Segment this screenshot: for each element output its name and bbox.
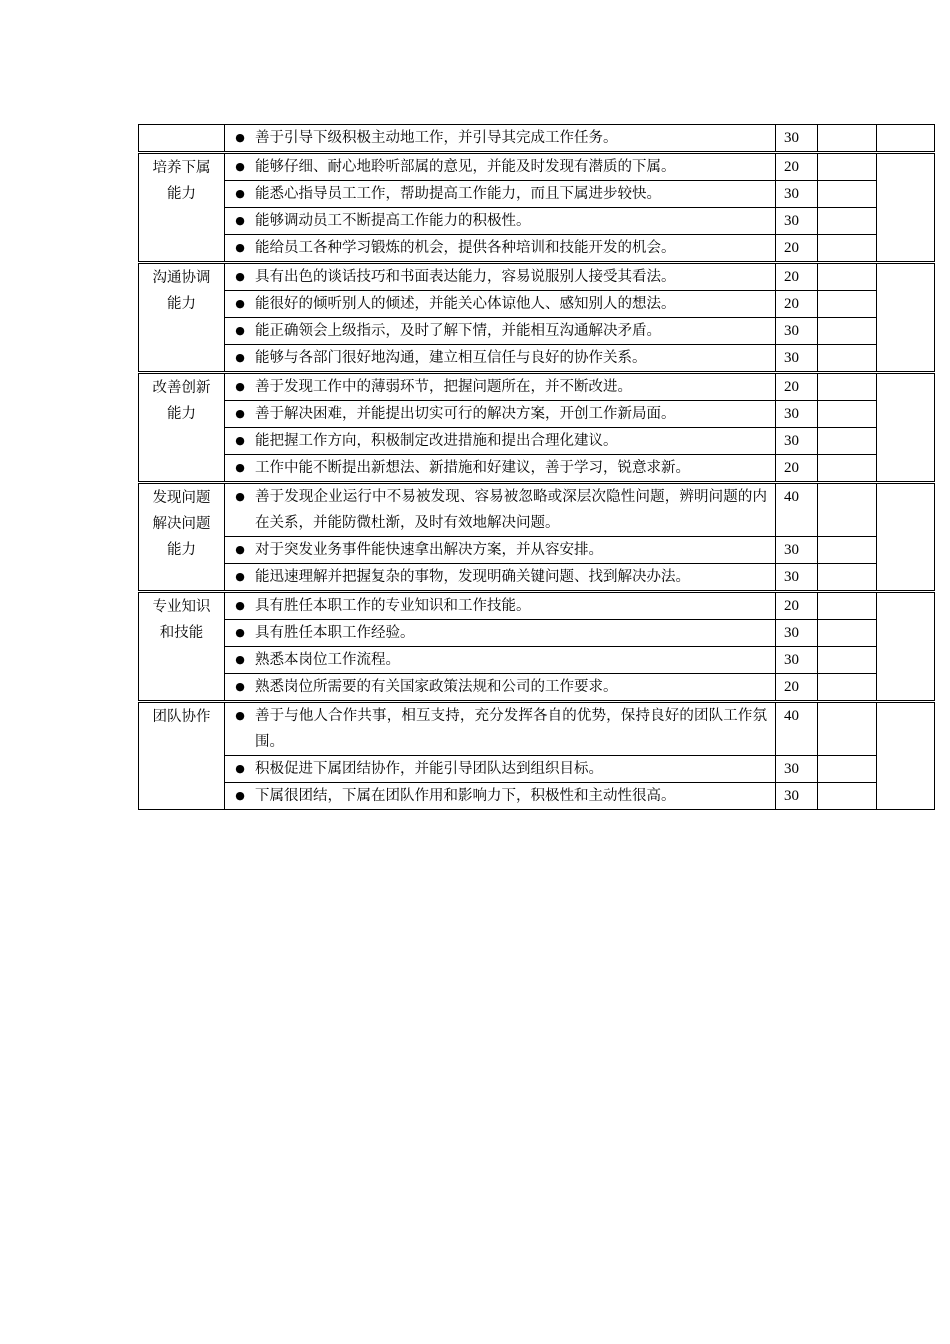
self-evaluation-cell: [818, 756, 877, 783]
criterion-cell: [225, 291, 776, 318]
evaluation-sheet: [138, 124, 934, 810]
group-evaluation-cell: [877, 592, 935, 702]
criterion-text: 善于解决困难，并能提出切实可行的解决方案，开创工作新局面。: [255, 406, 676, 422]
table-row: [139, 318, 935, 345]
category-cell: [139, 702, 225, 810]
category-cell: [139, 373, 225, 483]
bullet-icon: ●: [235, 380, 245, 393]
table-row: [139, 783, 935, 810]
score-cell: 30: [776, 125, 818, 153]
group-evaluation-cell: [877, 153, 935, 263]
self-evaluation-cell: [818, 483, 877, 537]
table-row: [139, 373, 935, 401]
bullet-icon: ●: [235, 131, 245, 144]
category-label: 能力: [167, 542, 196, 558]
criterion-cell: [225, 181, 776, 208]
table-row: [139, 263, 935, 291]
bullet-icon: ●: [235, 709, 245, 722]
evaluation-table: [138, 124, 935, 810]
table-row: [139, 291, 935, 318]
table-row: [139, 702, 935, 756]
criterion-text: 能够调动员工不断提高工作能力的积极性。: [255, 213, 531, 229]
bullet-icon: ●: [235, 297, 245, 310]
criterion-text: 能把握工作方向，积极制定改进措施和提出合理化建议。: [255, 433, 618, 449]
criterion-text: 具有出色的谈话技巧和书面表达能力，容易说服别人接受其看法。: [255, 269, 676, 285]
score-cell: 20: [776, 592, 818, 620]
criterion-text: 能给员工各种学习锻炼的机会，提供各种培训和技能开发的机会。: [255, 240, 676, 256]
criterion-cell: [225, 783, 776, 810]
criterion-cell: [225, 428, 776, 455]
criterion-text: 熟悉本岗位工作流程。: [255, 652, 400, 668]
table-row: [139, 208, 935, 235]
criterion-text: 善于发现工作中的薄弱环节，把握问题所在，并不断改进。: [255, 379, 632, 395]
category-cell: [139, 592, 225, 702]
category-label: 能力: [167, 406, 196, 422]
bullet-icon: ●: [235, 680, 245, 693]
group-evaluation-cell: [877, 125, 935, 153]
bullet-icon: ●: [235, 434, 245, 447]
self-evaluation-cell: [818, 208, 877, 235]
category-label: 能力: [167, 186, 196, 202]
bullet-icon: ●: [235, 599, 245, 612]
criterion-cell: [225, 263, 776, 291]
self-evaluation-cell: [818, 345, 877, 373]
bullet-icon: ●: [235, 324, 245, 337]
group-evaluation-cell: [877, 483, 935, 592]
table-row: [139, 235, 935, 263]
self-evaluation-cell: [818, 674, 877, 702]
score-cell: 20: [776, 153, 818, 181]
self-evaluation-cell: [818, 181, 877, 208]
category-cell: [139, 263, 225, 373]
category-label: 解决问题: [152, 516, 211, 532]
criterion-cell: [225, 483, 776, 537]
bullet-icon: ●: [235, 160, 245, 173]
self-evaluation-cell: [818, 125, 877, 153]
self-evaluation-cell: [818, 783, 877, 810]
table-row: [139, 483, 935, 537]
score-cell: 40: [776, 483, 818, 537]
score-cell: 30: [776, 428, 818, 455]
criterion-cell: [225, 620, 776, 647]
criterion-cell: [225, 564, 776, 592]
category-label: 专业知识: [152, 599, 211, 615]
table-row: [139, 756, 935, 783]
bullet-icon: ●: [235, 351, 245, 364]
bullet-icon: ●: [235, 570, 245, 583]
table-row: [139, 181, 935, 208]
self-evaluation-cell: [818, 263, 877, 291]
evaluation-table-body: [139, 125, 935, 810]
bullet-icon: ●: [235, 270, 245, 283]
criterion-text: 善于发现企业运行中不易被发现、容易被忽略或深层次隐性问题，辨明问题的内在关系，并能防微杜渐，及时有效地解决问题。: [255, 489, 767, 531]
criterion-cell: [225, 537, 776, 564]
category-cell: [139, 153, 225, 263]
bullet-icon: ●: [235, 407, 245, 420]
table-row: [139, 428, 935, 455]
criterion-text: 能很好的倾听别人的倾述，并能关心体谅他人、感知别人的想法。: [255, 296, 676, 312]
criterion-text: 能够与各部门很好地沟通，建立相互信任与良好的协作关系。: [255, 350, 647, 366]
criterion-text: 工作中能不断提出新想法、新措施和好建议，善于学习，锐意求新。: [255, 460, 690, 476]
self-evaluation-cell: [818, 318, 877, 345]
bullet-icon: ●: [235, 626, 245, 639]
self-evaluation-cell: [818, 620, 877, 647]
self-evaluation-cell: [818, 592, 877, 620]
category-cell: [139, 125, 225, 153]
criterion-cell: [225, 592, 776, 620]
bullet-icon: ●: [235, 789, 245, 802]
criterion-cell: [225, 318, 776, 345]
criterion-cell: [225, 125, 776, 153]
score-cell: 30: [776, 783, 818, 810]
score-cell: 20: [776, 674, 818, 702]
category-label: 培养下属: [152, 160, 211, 176]
group-evaluation-cell: [877, 263, 935, 373]
score-cell: 30: [776, 401, 818, 428]
criterion-text: 能正确领会上级指示，及时了解下情，并能相互沟通解决矛盾。: [255, 323, 661, 339]
criterion-cell: [225, 455, 776, 483]
score-cell: 20: [776, 455, 818, 483]
score-cell: 20: [776, 291, 818, 318]
category-label: 沟通协调: [152, 270, 211, 286]
criterion-cell: [225, 702, 776, 756]
self-evaluation-cell: [818, 401, 877, 428]
category-label: 团队协作: [152, 709, 211, 725]
table-row: [139, 592, 935, 620]
table-row: [139, 537, 935, 564]
criterion-text: 具有胜任本职工作经验。: [255, 625, 415, 641]
category-label: 发现问题: [152, 490, 211, 506]
self-evaluation-cell: [818, 647, 877, 674]
criterion-text: 善于与他人合作共事，相互支持，充分发挥各自的优势，保持良好的团队工作氛围。: [255, 708, 767, 750]
self-evaluation-cell: [818, 153, 877, 181]
table-row: [139, 564, 935, 592]
category-label: 改善创新: [152, 380, 211, 396]
table-row: [139, 620, 935, 647]
criterion-text: 能够仔细、耐心地聆听部属的意见，并能及时发现有潜质的下属。: [255, 159, 676, 175]
score-cell: 30: [776, 537, 818, 564]
self-evaluation-cell: [818, 564, 877, 592]
criterion-cell: [225, 235, 776, 263]
table-row: [139, 455, 935, 483]
self-evaluation-cell: [818, 537, 877, 564]
score-cell: 30: [776, 345, 818, 373]
self-evaluation-cell: [818, 702, 877, 756]
score-cell: 30: [776, 181, 818, 208]
score-cell: 20: [776, 373, 818, 401]
group-evaluation-cell: [877, 373, 935, 483]
criterion-cell: [225, 345, 776, 373]
criterion-cell: [225, 647, 776, 674]
category-label: 能力: [167, 296, 196, 312]
table-row: [139, 345, 935, 373]
criterion-cell: [225, 208, 776, 235]
bullet-icon: ●: [235, 653, 245, 666]
bullet-icon: ●: [235, 490, 245, 503]
table-row: [139, 647, 935, 674]
category-label: 和技能: [159, 625, 204, 641]
score-cell: 30: [776, 208, 818, 235]
bullet-icon: ●: [235, 762, 245, 775]
self-evaluation-cell: [818, 235, 877, 263]
score-cell: 30: [776, 564, 818, 592]
criterion-text: 对于突发业务事件能快速拿出解决方案，并从容安排。: [255, 542, 603, 558]
bullet-icon: ●: [235, 214, 245, 227]
self-evaluation-cell: [818, 455, 877, 483]
group-evaluation-cell: [877, 702, 935, 810]
criterion-cell: [225, 373, 776, 401]
score-cell: 20: [776, 235, 818, 263]
self-evaluation-cell: [818, 428, 877, 455]
category-cell: [139, 483, 225, 592]
criterion-text: 下属很团结，下属在团队作用和影响力下，积极性和主动性很高。: [255, 788, 676, 804]
criterion-text: 善于引导下级积极主动地工作，并引导其完成工作任务。: [255, 130, 618, 146]
criterion-text: 能悉心指导员工工作，帮助提高工作能力，而且下属进步较快。: [255, 186, 661, 202]
criterion-cell: [225, 674, 776, 702]
score-cell: 30: [776, 318, 818, 345]
bullet-icon: ●: [235, 461, 245, 474]
self-evaluation-cell: [818, 373, 877, 401]
criterion-text: 熟悉岗位所需要的有关国家政策法规和公司的工作要求。: [255, 679, 618, 695]
table-row: [139, 401, 935, 428]
score-cell: 20: [776, 263, 818, 291]
self-evaluation-cell: [818, 291, 877, 318]
criterion-text: 能迅速理解并把握复杂的事物，发现明确关键问题、找到解决办法。: [255, 569, 690, 585]
table-row: [139, 674, 935, 702]
bullet-icon: ●: [235, 241, 245, 254]
table-row: [139, 125, 935, 153]
criterion-cell: [225, 756, 776, 783]
score-cell: 30: [776, 756, 818, 783]
criterion-cell: [225, 153, 776, 181]
criterion-cell: [225, 401, 776, 428]
bullet-icon: ●: [235, 187, 245, 200]
criterion-text: 积极促进下属团结协作，并能引导团队达到组织目标。: [255, 761, 603, 777]
bullet-icon: ●: [235, 543, 245, 556]
score-cell: 30: [776, 620, 818, 647]
score-cell: 30: [776, 647, 818, 674]
criterion-text: 具有胜任本职工作的专业知识和工作技能。: [255, 598, 531, 614]
table-row: [139, 153, 935, 181]
score-cell: 40: [776, 702, 818, 756]
